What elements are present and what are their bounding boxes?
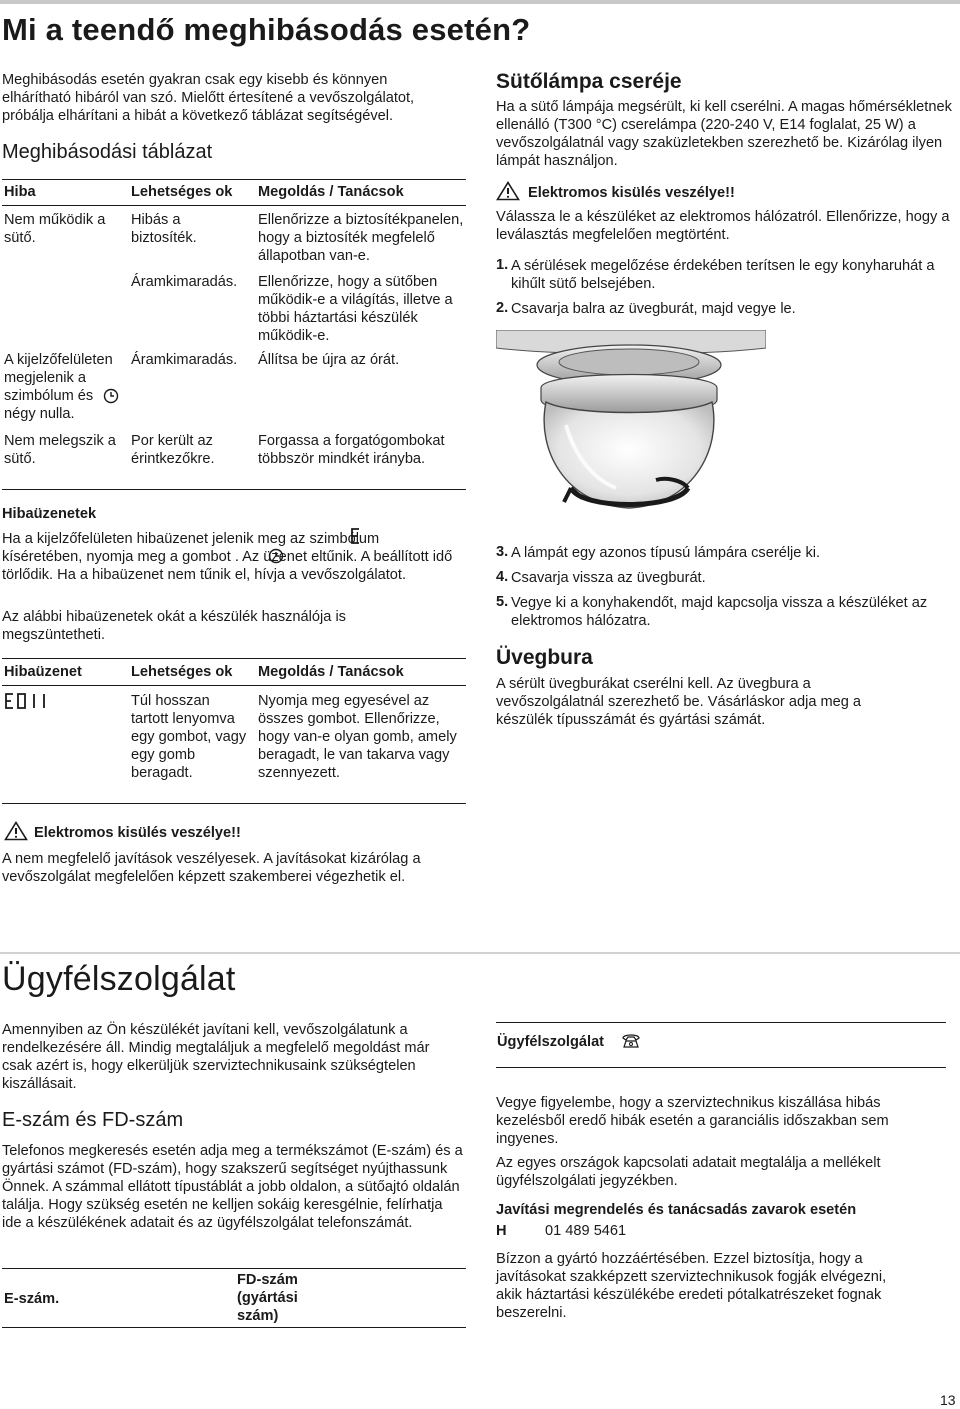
top-bar [0,0,960,4]
lamp-heading: Sütőlámpa cseréje [496,70,682,93]
fault-col-header: Hiba [4,184,36,200]
fault-table-bottom-rule [2,489,466,490]
error-messages-heading: Hibaüzenetek [2,506,97,522]
warning-triangle-icon [496,181,520,201]
enr-text: Telefonos megkeresés esetén adja meg a termékszámot (E-szám) és a gyártási számot (FD-szám), hogy szakszerű segítséget nyújthassunk Önnek. A számmal ellátott típustáblát a jobb oldalon, a sütőajtó oldalán találja. Hogy szükség esetén ne kelljen sokáig keresgélnie, felírhatja ide a készülékének adatait és az ügyfélszolgálat telefonszámát. [2,1143,463,1231]
glass-cover-text: A sérült üvegburákat cserélni kell. Az üvegbura a vevőszolgálatnál szerezhető be. Vásárláskor adja meg a készülék típusszámát és gyártási számát. [496,676,862,728]
error-messages-note: Az alábbi hibaüzenetek okát a készülék használója is megszüntetheti. [2,609,346,643]
step-number: 4. [496,569,509,585]
service-box-bottom-rule [496,1067,946,1068]
step-text: A sérülések megelőzése érdekében terítsen le egy konyharuhát a kihűlt sütő belsejében. [511,258,935,292]
lamp-warning-text: Válassza le a készüléket az elektromos hálózatról. Ellenőrizze, hogy a leválasztás megfelelően megtörtént. [496,209,950,243]
error-table-top-rule [2,658,466,659]
form-bottom-rule [2,1327,466,1328]
error-table-bottom-rule [2,803,466,804]
page-title: Mi a teendő meghibásodás esetén? [2,12,531,47]
code-col-header: Hibaüzenet [4,664,82,680]
solution-col-header: Megoldás / Tanácsok [258,664,404,680]
cause-cell-2: Áramkimaradás. [131,274,238,290]
fault-cell-3: A kijelzőfelületen megjelenik a szimbólum és négy nulla. [4,352,113,422]
service-box-label: Ügyfélszolgálat [497,1034,605,1050]
error-messages-paragraph: Ha a kijelzőfelületen hibaüzenet jelenik meg az szimbólum kíséretében, nyomja meg a gombot . Az üzenet eltűnik. A beállított idő törlődik. Ha a hibaüzenet nem tűnik el, hívja a vevőszolgálatot. [2,531,453,583]
cause-cell-3: Áramkimaradás. [131,352,238,368]
trust-text: Bízzon a gyártó hozzáértésében. Ezzel biztosítja, hogy a javításokat szakképzett szerviztechnikusok fogják elvégezni, akik háztartási készülékébe eredeti pótalkatrészeket fognak beszerelni. [496,1251,887,1321]
service-box-top-rule [496,1022,946,1023]
solution-cell-4: Forgassa a forgatógombokat többször mindkét irányba. [258,433,445,467]
service-title: Ügyfélszolgálat [2,960,236,998]
fault-table-top-rule [2,179,466,180]
e-number-label: E-szám. [4,1291,60,1307]
country-code: H [496,1223,507,1239]
solution-cell-3: Állítsa be újra az órát. [258,352,400,368]
clock-icon [103,388,119,404]
step-number: 2. [496,300,509,316]
step-text: Vegye ki a konyhakendőt, majd kapcsolja vissza a készüléket az elektromos hálózatra. [511,595,928,629]
fault-cell-1: Nem működik a sütő. [4,212,106,246]
error-solution-cell: Nyomja meg egyesével az összes gombot. Ellenőrizze, hogy van-e olyan gomb, amely beragadt, le van takarva vagy szennyezett. [258,693,457,781]
service-intro: Amennyiben az Ön készülékét javítani kell, vevőszolgálatunk a rendelkezésére áll. Mindig megtaláljuk a megfelelő megoldást már csak azért is, hogy elkerüljük szerviztechnikusaink szükségtelen kiszállásait. [2,1022,430,1092]
form-top-rule [2,1268,466,1269]
warning-triangle-icon [4,821,28,841]
error-table-header-rule [2,685,466,686]
service-note-1: Vegye figyelembe, hogy a szerviztechnikus kiszállása hibás kezelésből eredő hibák esetén a garanciális időszakban sem ingyenes. [496,1095,889,1147]
intro-paragraph: Meghibásodás esetén gyakran csak egy kisebb és könnyen elhárítható hibáról van szó. Mielőtt értesítené a vevőszolgálatot, próbálja elhárítani a hibát a következő táblázat segítségével. [2,72,415,124]
step-number: 1. [496,257,509,273]
cause-col-header: Lehetséges ok [131,664,233,680]
lamp-intro: Ha a sütő lámpája megsérült, ki kell cserélni. A magas hőmérsékletnek ellenálló (T300 °C) cserelámpa (220-240 V, E14 foglalat, 25 W) a vevőszolgálatnál vagy szaküzletekben szerezhető be. Kizárólag ilyen lámpát használjon. [496,99,952,169]
lamp-warning-title: Elektromos kisülés veszélye!! [528,185,735,201]
cause-cell-1: Hibás a biztosíték. [131,212,197,246]
oven-lamp-illustration [496,330,766,525]
solution-col-header: Megoldás / Tanácsok [258,184,404,200]
step-text: A lámpát egy azonos típusú lámpára cserélje ki. [511,545,821,561]
telephone-icon [621,1033,641,1049]
e-symbol-icon [349,527,361,545]
fault-table-heading: Meghibásodási táblázat [2,141,213,163]
error-code-display-icon [4,692,56,710]
enr-heading: E-szám és FD-szám [2,1109,184,1131]
service-note-2: Az egyes országok kapcsolati adatait megtalálja a mellékelt ügyfélszolgálati jegyzékben. [496,1155,881,1189]
step-number: 3. [496,544,509,560]
service-phone-number: 01 489 5461 [545,1223,627,1239]
step-number: 5. [496,594,509,610]
step-text: Csavarja balra az üvegburát, majd vegye le. [511,301,796,317]
section-divider [0,952,960,954]
solution-cell-2: Ellenőrizze, hogy a sütőben működik-e a világítás, illetve a többi háztartási készülék működik-e. [258,274,453,344]
page-number: 13 [940,1392,956,1408]
error-cause-cell: Túl hosszan tartott lenyomva egy gombot, vagy egy gomb beragadt. [131,693,247,781]
step-text: Csavarja vissza az üvegburát. [511,570,706,586]
fault-cell-4: Nem melegszik a sütő. [4,433,116,467]
fd-number-label: FD-szám (gyártási szám) [237,1272,298,1324]
repair-heading: Javítási megrendelés és tanácsadás zavarok esetén [496,1202,857,1218]
cause-cell-4: Por került az érintkezőkre. [131,433,215,467]
glass-cover-heading: Üvegbura [496,646,593,669]
clock-icon [268,548,284,564]
fault-table-header-rule [2,205,466,206]
warning-text: A nem megfelelő javítások veszélyesek. A javításokat kizárólag a vevőszolgálat megfelelően képzett szakemberei végezhetik el. [2,851,421,885]
cause-col-header: Lehetséges ok [131,184,233,200]
solution-cell-1: Ellenőrizze a biztosítékpanelen, hogy a biztosíték megfelelő állapotban van-e. [258,212,464,264]
warning-title: Elektromos kisülés veszélye!! [34,825,241,841]
